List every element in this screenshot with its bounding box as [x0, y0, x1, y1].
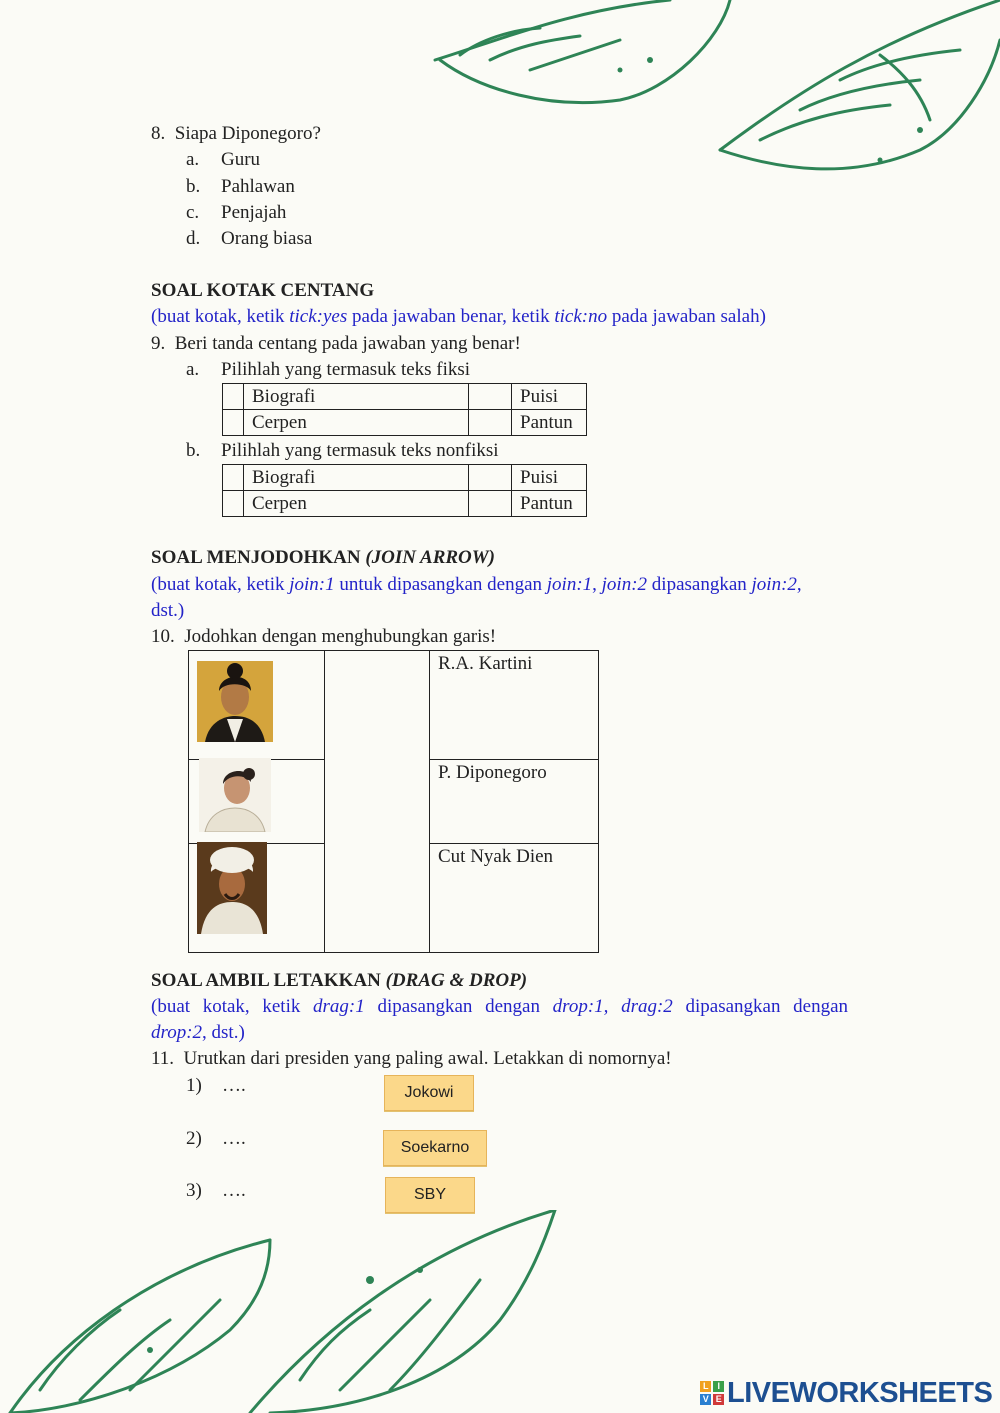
heading-text: SOAL AMBIL LETAKKAN — [151, 970, 386, 991]
q9b-prompt — [186, 439, 499, 463]
logo-text: LIVEWORKSHEETS — [727, 1376, 993, 1409]
q8-option-b — [186, 175, 295, 199]
instruction-code: drop:2 — [151, 1022, 203, 1043]
checkbox[interactable] — [223, 384, 244, 410]
option-text: Orang biasa — [221, 228, 313, 249]
option-letter: a. — [186, 149, 200, 170]
instruction-text: pada jawaban salah) — [607, 306, 766, 327]
checkbox[interactable] — [469, 465, 512, 491]
table-row — [223, 491, 587, 517]
checkbox[interactable] — [469, 384, 512, 410]
name-label: Cut Nyak Dien — [438, 846, 554, 867]
q10-number: 10. — [151, 626, 175, 647]
q9a-text: Pilihlah yang termasuk teks fiksi — [221, 359, 471, 380]
heading-italic: (JOIN ARROW) — [365, 547, 495, 568]
name-label: P. Diponegoro — [438, 762, 547, 783]
drop-slot-3[interactable] — [186, 1179, 246, 1203]
q11-number: 11. — [151, 1048, 175, 1069]
instruction-text: dipasangkan dengan — [364, 996, 553, 1017]
q9b-table — [222, 464, 587, 517]
drag-item-soekarno[interactable]: Soekarno — [383, 1130, 487, 1166]
instruction-code: tick:no — [554, 306, 608, 327]
drop-slot-2[interactable] — [186, 1127, 246, 1151]
q8-question — [151, 122, 321, 146]
checkbox[interactable] — [223, 410, 244, 436]
drop-slot-1[interactable] — [186, 1074, 246, 1098]
table-row — [223, 384, 587, 410]
checkbox[interactable] — [469, 410, 512, 436]
q10-text: Jodohkan dengan menghubungkan garis! — [184, 626, 497, 647]
instruction-text: (buat kotak, ketik — [151, 996, 314, 1017]
logo-mark-letter: V — [700, 1394, 711, 1405]
portrait-kartini-image — [199, 758, 271, 832]
drag-item-sby[interactable]: SBY — [385, 1177, 475, 1213]
option-label: Cerpen — [244, 491, 469, 517]
q8-option-c — [186, 201, 287, 225]
logo-mark-letter: I — [713, 1381, 724, 1392]
option-label: Cerpen — [244, 410, 469, 436]
instruction-text: , — [796, 574, 802, 595]
match-section-heading — [151, 546, 495, 570]
slot-number: 3) — [186, 1180, 202, 1201]
option-letter: c. — [186, 202, 200, 223]
instruction-text: (buat kotak, ketik — [151, 306, 290, 327]
q8-number: 8. — [151, 123, 166, 144]
checkbox-section-heading: SOAL KOTAK CENTANG — [151, 280, 375, 301]
q9a-table — [222, 383, 587, 436]
q9-question — [151, 332, 521, 356]
portrait-cut-nyak-dien-image — [197, 661, 273, 742]
option-letter: b. — [186, 176, 201, 197]
name-cell[interactable] — [430, 760, 599, 844]
heading-text: SOAL MENJODOHKAN — [151, 547, 366, 568]
q11-question — [151, 1047, 672, 1071]
q11-text: Urutkan dari presiden yang paling awal. Letakkan di nomornya! — [183, 1048, 672, 1069]
instruction-code: tick:yes — [289, 306, 348, 327]
name-cell[interactable] — [430, 651, 599, 760]
option-text: Pahlawan — [221, 176, 295, 197]
q8-text: Siapa Diponegoro? — [174, 123, 321, 144]
q8-option-d — [186, 227, 313, 251]
option-text: Guru — [221, 149, 261, 170]
q9-number: 9. — [151, 333, 166, 354]
option-text: Penjajah — [221, 202, 287, 223]
slot-placeholder: …. — [222, 1180, 246, 1201]
option-label: Biografi — [244, 465, 469, 491]
slot-number: 1) — [186, 1075, 202, 1096]
match-section-instruction — [151, 573, 802, 597]
table-row — [223, 410, 587, 436]
instruction-text: , — [592, 574, 602, 595]
instruction-text: pada jawaban benar, ketik — [347, 306, 555, 327]
drag-section-instruction — [151, 995, 848, 1019]
instruction-text: dipasangkan — [647, 574, 752, 595]
slot-placeholder: …. — [222, 1075, 246, 1096]
instruction-code: join:1 — [546, 574, 593, 595]
match-section-instruction-cont: dst.) — [151, 600, 185, 621]
option-label: Pantun — [512, 410, 587, 436]
instruction-text: , dst.) — [202, 1022, 245, 1043]
instruction-text: dipasangkan dengan — [672, 996, 849, 1017]
checkbox[interactable] — [223, 491, 244, 517]
instruction-code: join:2 — [601, 574, 648, 595]
q9a-prompt — [186, 358, 471, 382]
liveworksheets-logo — [700, 1378, 992, 1408]
instruction-code: drop:1, drag:2 — [552, 996, 673, 1017]
slot-number: 2) — [186, 1128, 202, 1149]
q9b-text: Pilihlah yang termasuk teks nonfiksi — [221, 440, 499, 461]
checkbox[interactable] — [223, 465, 244, 491]
name-label: R.A. Kartini — [438, 653, 533, 674]
drag-section-heading — [151, 969, 527, 993]
option-label: Puisi — [512, 384, 587, 410]
option-letter: d. — [186, 228, 201, 249]
q10-question — [151, 625, 496, 649]
logo-mark-letter: E — [713, 1394, 724, 1405]
q9a-letter: a. — [186, 359, 200, 380]
option-label: Pantun — [512, 491, 587, 517]
q9b-letter: b. — [186, 440, 201, 461]
name-cell[interactable] — [430, 844, 599, 953]
checkbox-section-instruction — [151, 305, 766, 329]
q8-option-a — [186, 148, 261, 172]
option-label: Biografi — [244, 384, 469, 410]
instruction-code: join:2 — [751, 574, 797, 595]
instruction-code: drag:1 — [313, 996, 365, 1017]
q9-text: Beri tanda centang pada jawaban yang benar! — [174, 333, 521, 354]
logo-mark-letter: L — [700, 1381, 711, 1392]
liveworksheets-logo-icon — [700, 1381, 724, 1405]
arrow-gap-column — [325, 651, 430, 953]
portrait-diponegoro-image — [197, 842, 267, 934]
instruction-text: (buat kotak, ketik — [151, 574, 290, 595]
table-row — [223, 465, 587, 491]
instruction-text: untuk dipasangkan dengan — [334, 574, 547, 595]
drag-section-instruction-cont — [151, 1021, 245, 1045]
drag-item-jokowi[interactable]: Jokowi — [384, 1075, 474, 1111]
checkbox[interactable] — [469, 491, 512, 517]
instruction-code: join:1 — [289, 574, 335, 595]
option-label: Puisi — [512, 465, 587, 491]
heading-italic: (DRAG & DROP) — [385, 970, 528, 991]
slot-placeholder: …. — [222, 1128, 246, 1149]
